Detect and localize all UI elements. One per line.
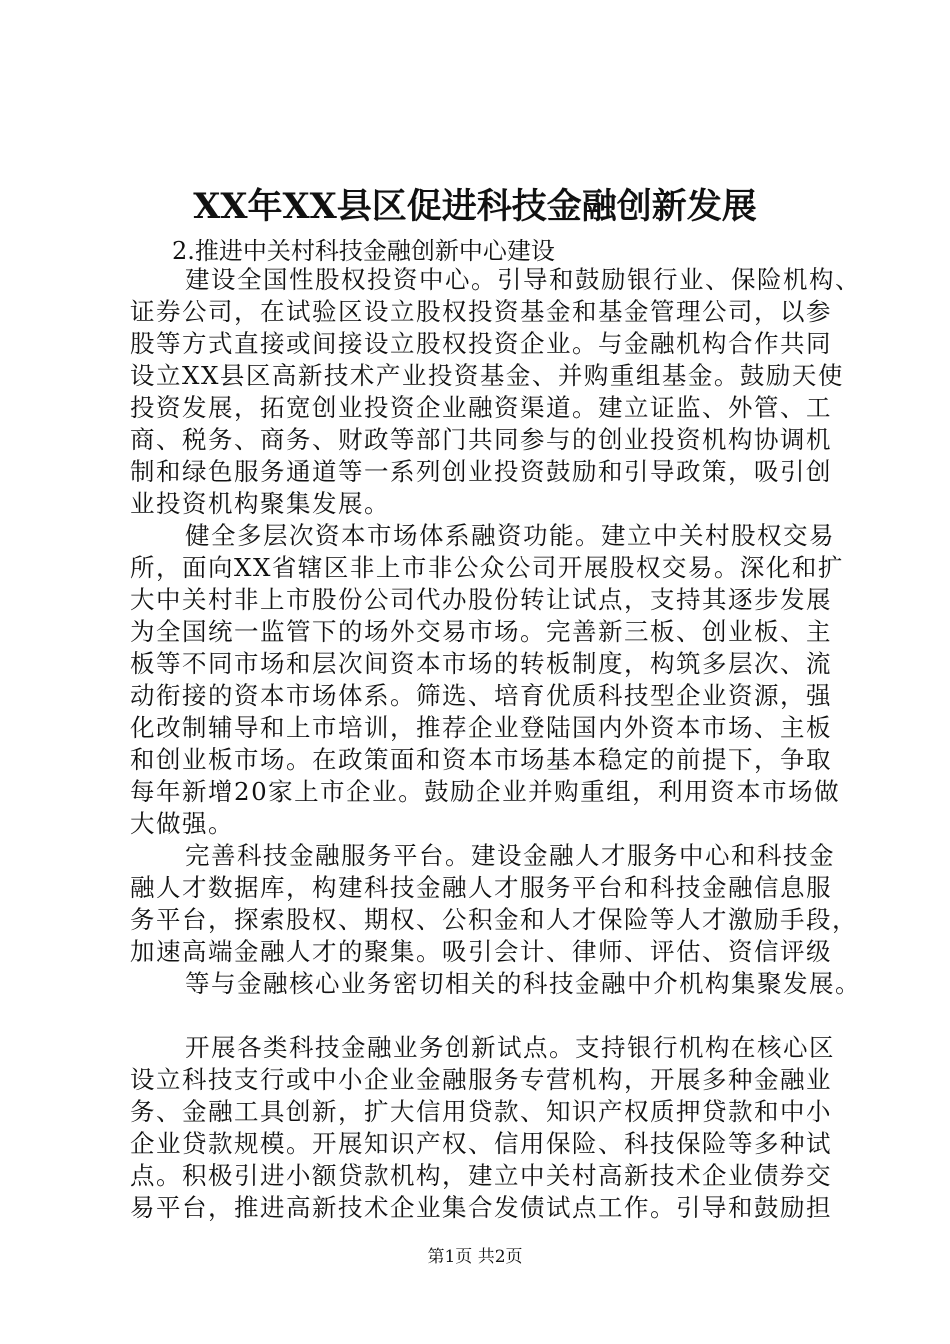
text-line: 易平台，推进高新技术企业集合发债试点工作。引导和鼓励担	[130, 1193, 832, 1222]
text-line: 化改制辅导和上市培训，推荐企业登陆国内外资本市场、主板	[130, 713, 832, 742]
text-line: 加速高端金融人才的聚集。吸引会计、律师、评估、资信评级	[130, 937, 832, 966]
document-title: XX年XX县区促进科技金融创新发展	[193, 186, 757, 227]
text-line: 制和绿色服务通道等一系列创业投资鼓励和引导政策，吸引创	[130, 457, 832, 486]
text-line: 健全多层次资本市场体系融资功能。建立中关村股权交易	[185, 521, 835, 550]
text-line: 商、税务、商务、财政等部门共同参与的创业投资机构协调机	[130, 425, 832, 454]
text-line: 企业贷款规模。开展知识产权、信用保险、科技保险等多种试	[130, 1129, 832, 1158]
text-line: 完善科技金融服务平台。建设金融人才服务中心和科技金	[185, 841, 835, 870]
text-line: 设立XX县区高新技术产业投资基金、并购重组基金。鼓励天使	[130, 361, 844, 390]
text-line: 大做强。	[130, 809, 234, 838]
text-line: 动衔接的资本市场体系。筛选、培育优质科技型企业资源，强	[130, 681, 832, 710]
text-line: 务、金融工具创新，扩大信用贷款、知识产权质押贷款和中小	[130, 1097, 832, 1126]
text-line: 等与金融核心业务密切相关的科技金融中介机构集聚发展。	[185, 969, 861, 998]
section-subheading: 2.推进中关村科技金融创新中心建设	[172, 237, 555, 265]
text-line: 设立科技支行或中小企业金融服务专营机构，开展多种金融业	[130, 1065, 832, 1094]
text-line: 大中关村非上市股份公司代办股份转让试点，支持其逐步发展	[130, 585, 832, 614]
text-line: 开展各类科技金融业务创新试点。支持银行机构在核心区	[185, 1033, 835, 1062]
text-line: 投资发展，拓宽创业投资企业融资渠道。建立证监、外管、工	[130, 393, 832, 422]
text-line: 和创业板市场。在政策面和资本市场基本稳定的前提下，争取	[130, 745, 832, 774]
text-line: 每年新增20家上市企业。鼓励企业并购重组，利用资本市场做	[130, 777, 841, 806]
text-line: 建设全国性股权投资中心。引导和鼓励银行业、保险机构、	[185, 265, 861, 294]
text-line: 点。积极引进小额贷款机构，建立中关村高新技术企业债券交	[130, 1161, 832, 1190]
text-line: 业投资机构聚集发展。	[130, 489, 390, 518]
text-line: 证券公司，在试验区设立股权投资基金和基金管理公司，以参	[130, 297, 832, 326]
text-line: 板等不同市场和层次间资本市场的转板制度，构筑多层次、流	[130, 649, 832, 678]
text-line: 务平台，探索股权、期权、公积金和人才保险等人才激励手段，	[130, 905, 858, 934]
page-number: 第1页 共2页	[427, 1247, 523, 1267]
text-line: 为全国统一监管下的场外交易市场。完善新三板、创业板、主	[130, 617, 832, 646]
text-line: 股等方式直接或间接设立股权投资企业。与金融机构合作共同	[130, 329, 832, 358]
text-line: 所，面向XX省辖区非上市非公众公司开展股权交易。深化和扩	[130, 553, 844, 582]
text-line: 融人才数据库，构建科技金融人才服务平台和科技金融信息服	[130, 873, 832, 902]
